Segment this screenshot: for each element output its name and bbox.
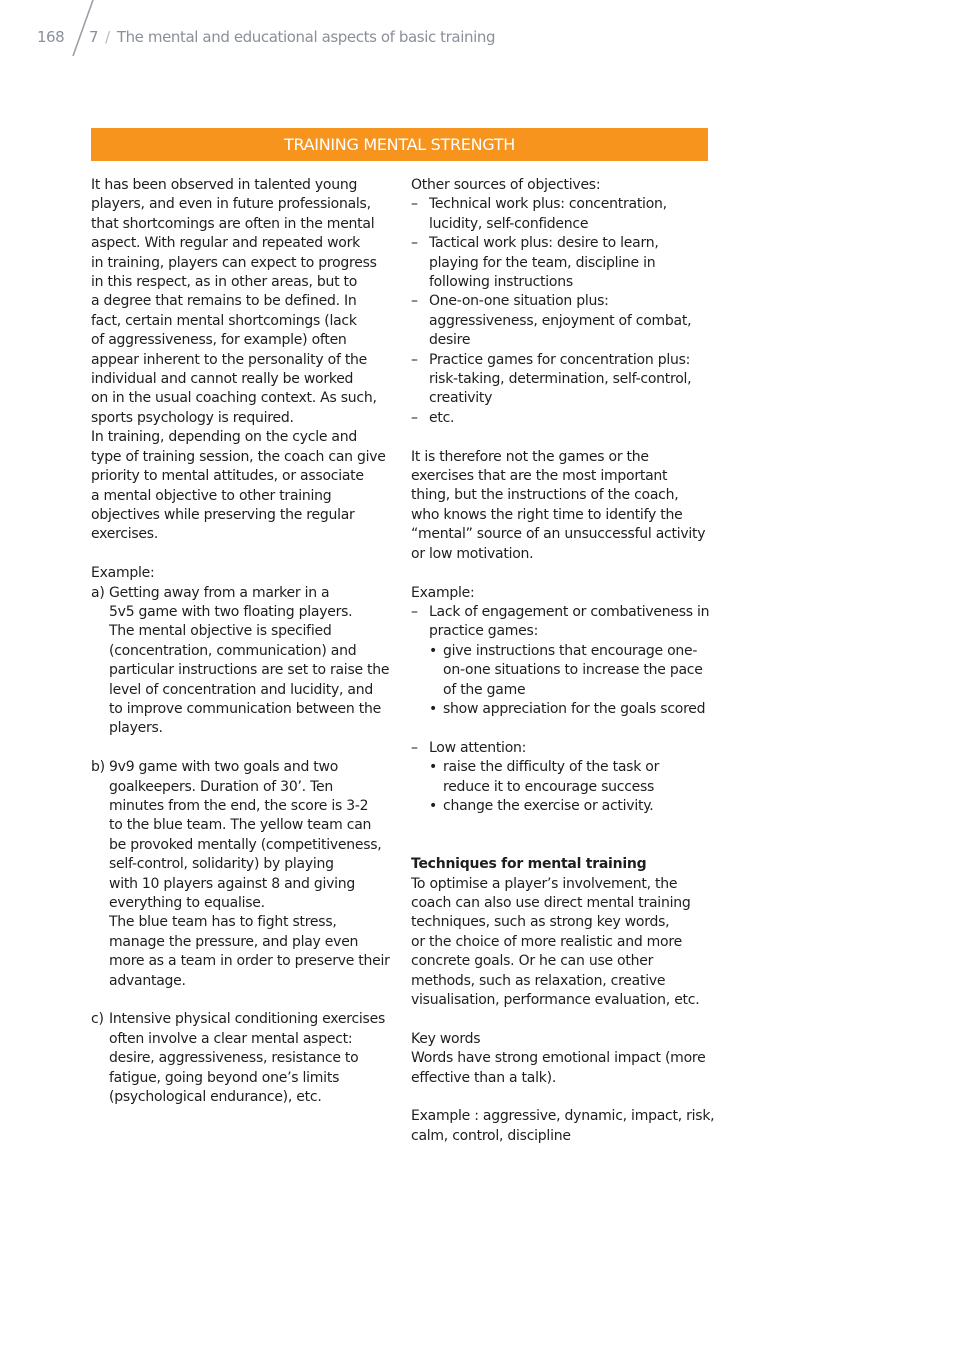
bullet-marker: • <box>429 700 438 717</box>
text-line: (psychological endurance), etc. <box>109 1089 322 1106</box>
bullet-item: • change the exercise or activity. <box>411 797 716 816</box>
example-heading: Example: <box>91 565 155 582</box>
text-line: practice games: <box>429 623 539 640</box>
text-line: more as a team in order to preserve their <box>109 953 390 970</box>
text-line: of aggressiveness, for example) often <box>91 332 347 349</box>
text-line: particular instructions are set to raise the <box>109 662 390 679</box>
example-b <box>91 758 396 991</box>
list-item: – Tactical work plus: desire to learn, <box>411 234 716 253</box>
dash-marker: – <box>411 235 418 252</box>
text-line: appear inherent to the personality of the <box>91 351 368 368</box>
right-column <box>411 176 716 1146</box>
text-line: It has been observed in talented young <box>91 177 358 193</box>
chapter-title: The mental and educational aspects of basic training <box>116 28 496 46</box>
text-line: c) Intensive physical conditioning exercises <box>91 1010 396 1029</box>
text-line: a degree that remains to be defined. In <box>91 293 357 310</box>
text-line: exercises. <box>91 526 159 543</box>
text-line: techniques, such as strong key words, <box>411 914 670 931</box>
text-line: who knows the right time to identify the <box>411 506 683 523</box>
text-line: of the game <box>443 681 526 698</box>
text-line: exercises that are the most important <box>411 468 668 485</box>
list-marker: b) <box>91 759 105 776</box>
text-line: b) 9v9 game with two goals and two <box>91 758 396 777</box>
text-line: goalkeepers. Duration of 30’. Ten <box>109 778 333 795</box>
text-line: coach can also use direct mental training <box>411 894 691 911</box>
dash-marker: – <box>411 293 418 310</box>
text-line: priority to mental attitudes, or associate <box>91 468 364 485</box>
text-line: lucidity, self-confidence <box>429 215 589 232</box>
dash-marker: – <box>411 351 418 368</box>
text-line: objectives while preserving the regular <box>91 506 355 523</box>
page-number: 168 <box>37 28 65 46</box>
final-example-label: Example : <box>411 1108 479 1125</box>
list-item: – Practice games for concentration plus: <box>411 351 716 370</box>
text-line: reduce it to encourage success <box>443 778 655 795</box>
text-line: creativity <box>429 390 493 407</box>
text-line: to the blue team. The yellow team can <box>109 817 372 834</box>
text-line: type of training session, the coach can give <box>91 448 386 465</box>
text-line: manage the pressure, and play even <box>109 933 359 950</box>
dash-marker: – <box>411 196 418 213</box>
example-list <box>411 603 716 816</box>
dash-marker: – <box>411 739 418 756</box>
text-line: In training, depending on the cycle and <box>91 429 357 446</box>
text-line: self-control, solidarity) by playing <box>109 856 334 873</box>
text-line: fatigue, going beyond one’s limits <box>109 1069 340 1086</box>
bullet-marker: • <box>429 797 438 814</box>
left-column <box>91 176 396 1107</box>
text-line: desire <box>429 332 471 349</box>
dash-marker: – <box>411 603 418 620</box>
text-line: concrete goals. Or he can use other <box>411 953 654 970</box>
example-c <box>91 1010 396 1107</box>
text-line: on in the usual coaching context. As such, <box>91 390 377 407</box>
text-line: calm, control, discipline <box>411 1127 571 1144</box>
text-line: playing for the team, discipline in <box>429 254 656 271</box>
text-line: advantage. <box>109 972 186 989</box>
text-line: fact, certain mental shortcomings (lack <box>91 312 357 329</box>
text-line: “mental” source of an unsuccessful activity <box>411 526 706 543</box>
text-line: on-one situations to increase the pace <box>443 662 703 679</box>
other-sources-heading: Other sources of objectives: <box>411 177 601 193</box>
text-line: in training, players can expect to progress <box>91 254 377 271</box>
text-line: risk-taking, determination, self-control, <box>429 371 692 388</box>
final-example: Example : aggressive, dynamic, impact, risk, <box>411 1108 715 1125</box>
conclusion-paragraph <box>411 448 716 564</box>
list-item: – Low attention: <box>411 739 716 758</box>
text-line: To optimise a player’s involvement, the <box>411 875 678 892</box>
techniques-paragraph <box>411 875 716 1011</box>
text-line: desire, aggressiveness, resistance to <box>109 1050 359 1067</box>
section-banner: TRAINING MENTAL STRENGTH <box>91 128 708 161</box>
text-line: a mental objective to other training <box>91 487 332 504</box>
text-line: visualisation, performance evaluation, etc. <box>411 991 700 1008</box>
text-line: following instructions <box>429 274 573 291</box>
list-item: – One-on-one situation plus: <box>411 292 716 311</box>
text-line: aggressiveness, enjoyment of combat, <box>429 312 692 329</box>
list-item: – Technical work plus: concentration, <box>411 195 716 214</box>
intro-paragraph <box>91 176 396 545</box>
bullet-item: • give instructions that encourage one- <box>411 642 716 661</box>
text-line: individual and cannot really be worked <box>91 371 354 388</box>
text-line: players. <box>109 720 163 737</box>
text-line: that shortcomings are often in the mental <box>91 215 375 232</box>
chapter-heading <box>89 28 495 46</box>
text-line: be provoked mentally (competitiveness, <box>109 836 382 853</box>
text-line: The blue team has to fight stress, <box>109 914 337 931</box>
text-line: (concentration, communication) and <box>109 642 357 659</box>
list-marker: c) <box>91 1011 104 1028</box>
text-line: a) Getting away from a marker in a <box>91 584 396 603</box>
text-line: thing, but the instructions of the coach, <box>411 487 679 504</box>
text-line: often involve a clear mental aspect: <box>109 1030 353 1047</box>
text-line: everything to equalise. <box>109 895 265 911</box>
list-item: – Lack of engagement or combativeness in <box>411 603 716 622</box>
text-line: players, and even in future professionals, <box>91 196 371 213</box>
text-line: or low motivation. <box>411 545 534 562</box>
example-heading: Example: <box>411 584 475 601</box>
bullet-item: • show appreciation for the goals scored <box>411 700 716 719</box>
text-line: minutes from the end, the score is 3-2 <box>109 797 369 814</box>
text-line: or the choice of more realistic and more <box>411 933 682 950</box>
text-line: in this respect, as in other areas, but to <box>91 274 358 291</box>
key-words-heading: Key words <box>411 1030 481 1047</box>
text-line: The mental objective is specified <box>109 623 332 640</box>
bullet-marker: • <box>429 642 438 659</box>
techniques-heading: Techniques for mental training <box>411 856 647 873</box>
text-line: 5v5 game with two floating players. <box>109 603 353 620</box>
text-line: level of concentration and lucidity, and <box>109 681 374 698</box>
list-marker: a) <box>91 584 105 601</box>
text-line: aspect. With regular and repeated work <box>91 235 360 252</box>
text-line: to improve communication between the <box>109 700 381 717</box>
bullet-marker: • <box>429 759 438 776</box>
text-line: effective than a talk). <box>411 1069 557 1086</box>
example-a <box>91 584 396 739</box>
chapter-separator: / <box>105 28 110 46</box>
text-line: methods, such as relaxation, creative <box>411 972 666 989</box>
chapter-number: 7 <box>89 28 99 46</box>
text-line: It is therefore not the games or the <box>411 448 649 465</box>
other-sources-list <box>411 195 716 428</box>
text-line: with 10 players against 8 and giving <box>109 875 356 892</box>
text-line: sports psychology is required. <box>91 409 294 426</box>
list-item: – etc. <box>411 409 716 428</box>
dash-marker: – <box>411 409 418 426</box>
bullet-item: • raise the difficulty of the task or <box>411 758 716 777</box>
text-line: Words have strong emotional impact (more <box>411 1050 706 1067</box>
